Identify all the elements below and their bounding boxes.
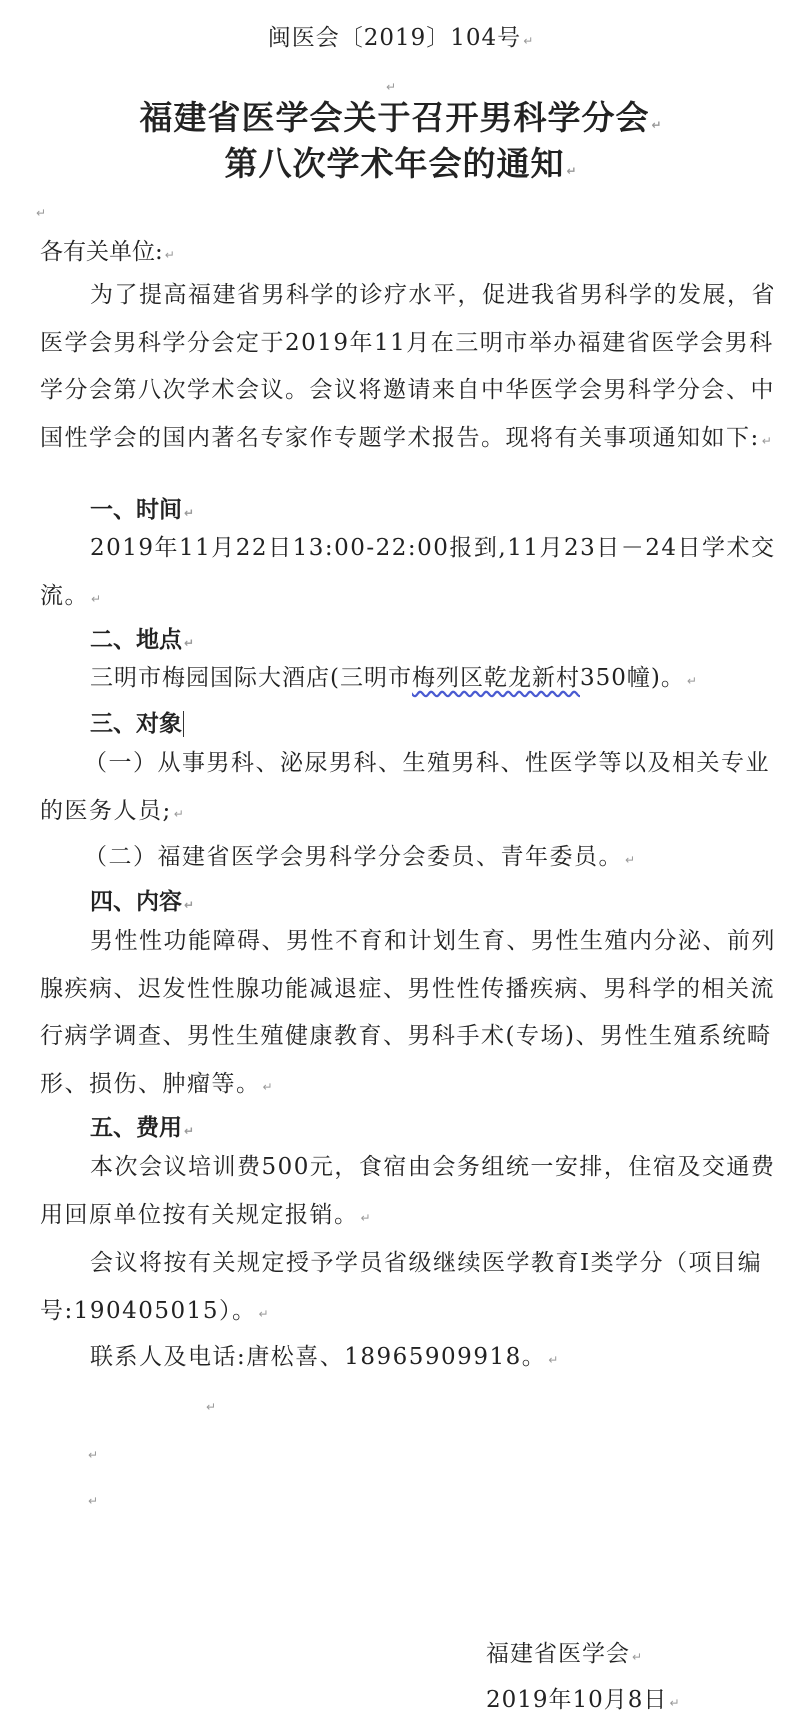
signature-date: 2019年10月8日 ↵ — [486, 1687, 681, 1713]
paragraph-mark-icon: ↵ — [173, 806, 186, 821]
paragraph-mark-icon: ↵ — [262, 1079, 275, 1094]
paragraph-mark-icon: ↵ — [184, 506, 195, 520]
text-cursor — [183, 711, 184, 737]
paragraph-mark-icon: ↵ — [761, 433, 774, 448]
paragraph-mark-icon: ↵ — [651, 118, 663, 132]
paragraph-mark-icon: ↵ — [566, 164, 578, 178]
section-audience-heading: 三、对象 — [90, 711, 182, 737]
paragraph-mark-icon: ↵ — [88, 1494, 99, 1508]
paragraph-mark-icon: ↵ — [258, 1306, 271, 1321]
salutation: 各有关单位: ↵ — [40, 239, 175, 265]
section-time-heading: 一、时间 ↵ — [90, 497, 195, 523]
paragraph-mark-icon: ↵ — [164, 248, 175, 262]
audience-item-1: （一）从事男科、泌尿男科、生殖男科、性医学等以及相关专业的医务人员; ↵ — [40, 750, 770, 824]
intro-paragraph: 为了提高福建省男科学的诊疗水平，促进我省男科学的发展，省医学会男科学分会定于2019年11月在三明市举办福建省医学会男科学分会第八次学术会议。会议将邀请来自中华医学会男科学分会、中国性学会的国内著名专家作专题学术报告。现将有关事项通知如下: ↵ — [40, 282, 776, 451]
section-time-text: 2019年11月22日13:00-22:00报到,11月23日－24日学术交流。 ↵ — [40, 535, 776, 609]
paragraph-mark-icon: ↵ — [625, 853, 637, 867]
section-content-heading: 四、内容 ↵ — [90, 889, 195, 915]
fees-text-1: 本次会议培训费500元，食宿由会务组统一安排，住宿及交通费用回原单位按有关规定报销。 ↵ — [40, 1154, 776, 1228]
section-venue-heading: 二、地点 ↵ — [90, 627, 195, 653]
section-content-text: 男性性功能障碍、男性不育和计划生育、男性生殖内分泌、前列腺疾病、迟发性性腺功能减退症、男性性传播疾病、男科学的相关流行病学调查、男性生殖健康教育、男科手术(专场)、男性生殖系统畸形、损伤、肿瘤等。 ↵ — [40, 928, 776, 1097]
audience-item-2: （二）福建省医学会男科学分会委员、青年委员。 ↵ — [84, 844, 637, 870]
venue-address-underlined: 梅列区乾龙新村 — [411, 665, 580, 691]
paragraph-mark-icon: ↵ — [686, 674, 698, 688]
paragraph-mark-icon: ↵ — [184, 636, 195, 650]
document-number: 闽医会〔2019〕104号 ↵ — [267, 25, 535, 51]
section-venue-text: 三明市梅园国际大酒店(三明市梅列区乾龙新村350幢)。 ↵ — [90, 665, 698, 691]
paragraph-mark-icon: ↵ — [523, 34, 535, 48]
paragraph-mark-icon: ↵ — [91, 591, 103, 606]
section-fees-heading: 五、费用 ↵ — [90, 1115, 195, 1141]
paragraph-mark-icon: ↵ — [184, 1124, 195, 1138]
paragraph-mark-icon: ↵ — [548, 1353, 560, 1367]
paragraph-mark-icon: ↵ — [360, 1210, 373, 1225]
paragraph-mark-icon: ↵ — [206, 1400, 217, 1414]
title-line-2: 第八次学术年会的通知 ↵ — [224, 144, 578, 183]
paragraph-mark-icon: ↵ — [36, 206, 47, 220]
paragraph-mark-icon: ↵ — [386, 80, 397, 94]
paragraph-mark-icon: ↵ — [88, 1448, 99, 1462]
fees-text-2: 会议将按有关规定授予学员省级继续医学教育Ⅰ类学分（项目编号:190405015）。 ↵ — [40, 1250, 763, 1324]
signature-org: 福建省医学会 ↵ — [486, 1641, 644, 1667]
paragraph-mark-icon: ↵ — [632, 1650, 644, 1664]
paragraph-mark-icon: ↵ — [184, 898, 195, 912]
title-line-1: 福建省医学会关于召开男科学分会 ↵ — [139, 98, 663, 137]
paragraph-mark-icon: ↵ — [669, 1696, 681, 1710]
contact-line: 联系人及电话:唐松喜、18965909918。 ↵ — [90, 1344, 560, 1370]
